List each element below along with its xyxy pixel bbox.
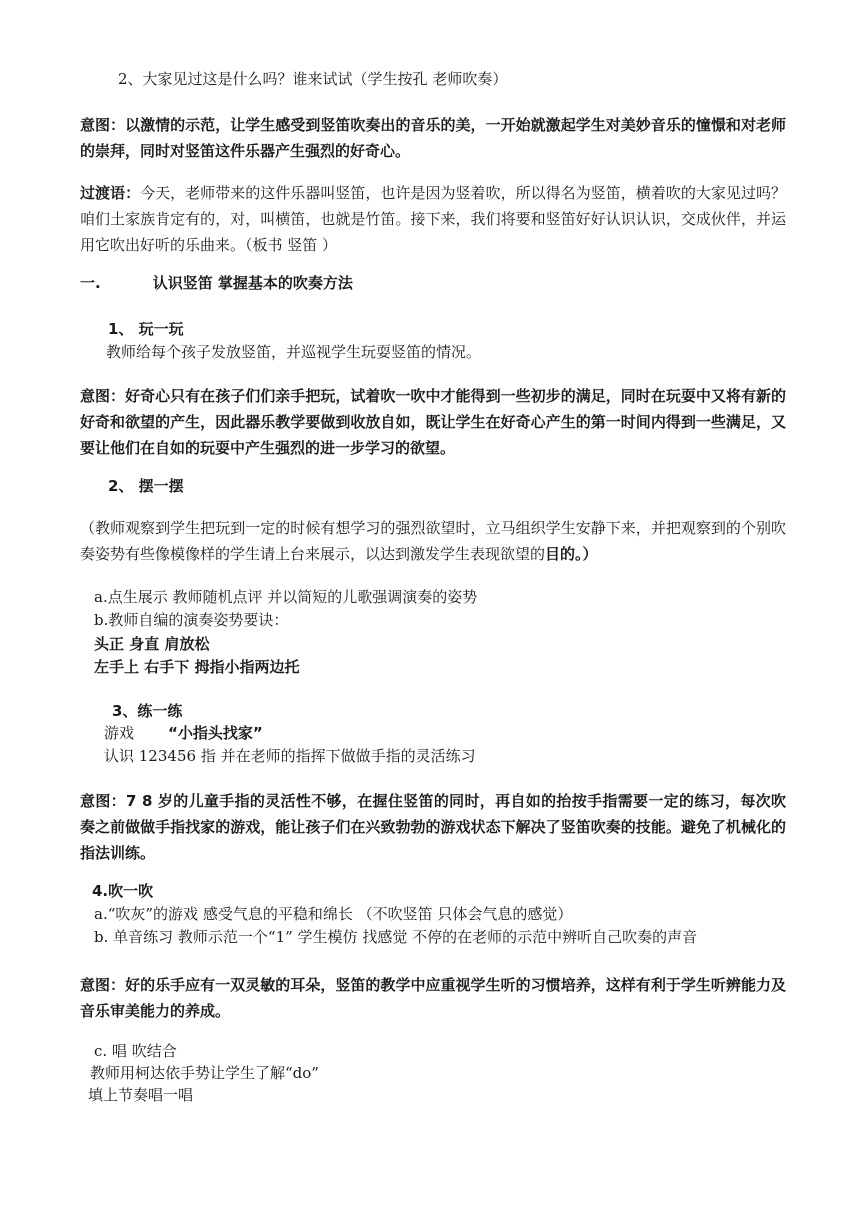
blow-item-c-line1: 教师用柯达依手势让学生了解“do” [90,1064,319,1082]
transition-text: 今天，老师带来的这件乐器叫竖笛，也许是因为竖着吹，所以得名为竖笛，横着吹的大家见过吗？咱们土家族肯定有的，对，叫横笛，也就是竹笛。接下来，我们将要和竖笛好好认识认识，交成伙伴，并运用它吹出好听的乐曲来。（板书 竖笛 ） [80,184,786,254]
blow-intent-paragraph: 意图：好的乐手应有一双灵敏的耳朵，竖笛的教学中应重视学生听的习惯培养，这样有利于学生听辨能力及音乐审美能力的养成。 [80,976,786,1020]
blow-item-c-line2: 填上节奏唱一唱 [88,1086,194,1104]
blow-item-b: b. 单音练习 教师示范一个“1” 学生模仿 找感觉 不停的在老师的示范中辨听自己吹奏的声音 [94,928,698,946]
play-heading: 1、 玩一玩 [108,320,184,338]
intent-paragraph-1: 意图：以激情的示范，让学生感受到竖笛吹奏出的音乐的美，一开始就激起学生对美妙音乐的憧憬和对老师的崇拜，同时对竖笛这件乐器产生强烈的好奇心。 [80,116,786,160]
pose-paren-paragraph [80,515,786,567]
blow-heading: 4.吹一吹 [92,882,154,900]
practice-heading: 3、练一练 [112,702,183,720]
pose-paren-text: （教师观察到学生把玩到一定的时候有想学习的强烈欲望时，立马组织学生安静下来，并把观察到的个别吹奏姿势有些像模像样的学生请上台来展示，以达到激发学生表现欲望的 [80,519,786,563]
transition-label: 过渡语： [80,184,141,202]
practice-text: 认识 123456 指 并在老师的指挥下做做手指的灵活练习 [104,747,476,765]
pose-rhyme-1: 头正 身直 肩放松 [94,635,210,653]
section-title: 认识竖笛 掌握基本的吹奏方法 [152,274,353,292]
practice-game-line [104,722,263,744]
game-label: 游戏 [104,724,135,742]
section-number: 一. [80,274,101,292]
pose-paren-end: 目的。） [545,545,598,563]
blow-item-a: a.“吹灰”的游戏 感受气息的平稳和绵长 （不吹竖笛 只体会气息的感觉） [94,905,573,923]
blow-item-c: c. 唱 吹结合 [94,1042,177,1060]
section-heading [80,272,353,294]
play-intent-paragraph: 意图：好奇心只有在孩子们们亲手把玩，试着吹一吹中才能得到一些初步的满足，同时在玩耍中又将有新的好奇和欲望的产生，因此器乐教学要做到收放自如，既让学生在好奇心产生的第一时间内得到一些满足，又要让他们在自如的玩耍中产生强烈的进一步学习的欲望。 [80,387,786,457]
pose-rhyme-2: 左手上 右手下 拇指小指两边托 [94,658,300,676]
pose-item-a: a.点生展示 教师随机点评 并以简短的儿歌强调演奏的姿势 [94,588,478,606]
practice-intent-paragraph: 意图：7 8 岁的儿童手指的灵活性不够，在握住竖笛的同时，再自如的抬按手指需要一定的练习，每次吹奏之前做做手指找家的游戏，能让孩子们在兴致勃勃的游戏状态下解决了竖笛吹奏的技能。避免了机械化的指法训练。 [80,792,786,862]
question-line: 2、大家见过这是什么吗？谁来试试（学生按孔 老师吹奏） [118,70,508,88]
game-name: “小指头找家” [168,724,263,742]
pose-heading: 2、 摆一摆 [108,477,184,495]
transition-paragraph [80,180,786,258]
play-text: 教师给每个孩子发放竖笛，并巡视学生玩耍竖笛的情况。 [106,343,482,361]
pose-item-b: b.教师自编的演奏姿势要诀： [94,611,289,629]
